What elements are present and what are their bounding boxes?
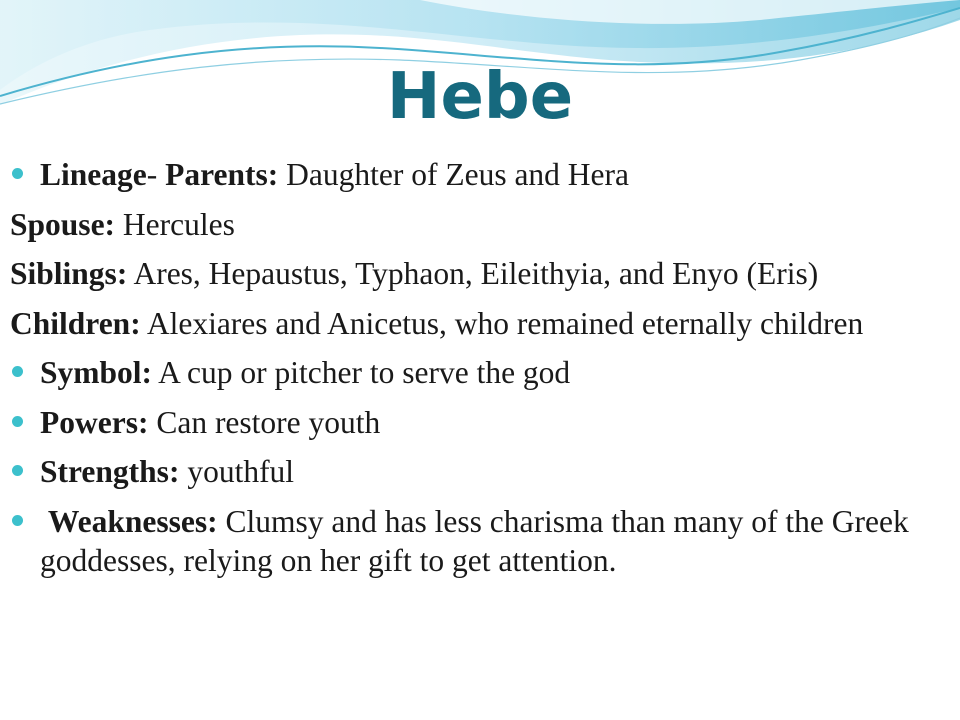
- item-text: Alexiares and Anicetus, who remained eternally children: [140, 305, 864, 341]
- item-label: Powers:: [40, 404, 149, 440]
- item-label: Children:: [10, 305, 141, 341]
- item-text: A cup or pitcher to serve the god: [152, 355, 571, 390]
- item-text: Clumsy and has less charisma than many of the Greek goddesses, relying on her gift to get attention.: [40, 503, 909, 578]
- item-separator: -: [146, 157, 166, 192]
- item-lead-space: [40, 504, 48, 539]
- item-siblings: [10, 254, 920, 293]
- slide-body: [10, 155, 920, 590]
- item-powers: [10, 403, 920, 442]
- slide-title: Hebe: [386, 60, 574, 134]
- bullet-dot-icon: [12, 366, 23, 377]
- item-label-parents: Parents:: [165, 157, 279, 192]
- item-label: Strengths:: [40, 454, 180, 489]
- item-symbol: [10, 353, 920, 392]
- item-strengths: [10, 452, 920, 491]
- item-text: youthful: [179, 454, 295, 489]
- item-label: Symbol:: [40, 355, 153, 390]
- bullet-dot-icon: [12, 515, 23, 526]
- item-label: Spouse:: [10, 206, 116, 242]
- item-label: Siblings:: [10, 256, 128, 291]
- item-label: Lineage: [40, 157, 147, 192]
- bullet-dot-icon: [12, 168, 23, 179]
- bullet-dot-icon: [12, 416, 23, 427]
- item-children: [10, 304, 920, 343]
- item-label: Weaknesses:: [47, 503, 218, 539]
- item-lineage: [10, 155, 920, 194]
- bullet-dot-icon: [12, 465, 23, 476]
- item-weaknesses: [10, 502, 920, 580]
- item-text: Daughter of Zeus and Hera: [278, 157, 630, 192]
- item-text: Ares, Hepaustus, Typhaon, Eileithyia, and Enyo (Eris): [127, 256, 819, 291]
- item-text: Can restore youth: [148, 404, 381, 440]
- item-text: Hercules: [115, 206, 235, 242]
- item-spouse: [10, 205, 920, 244]
